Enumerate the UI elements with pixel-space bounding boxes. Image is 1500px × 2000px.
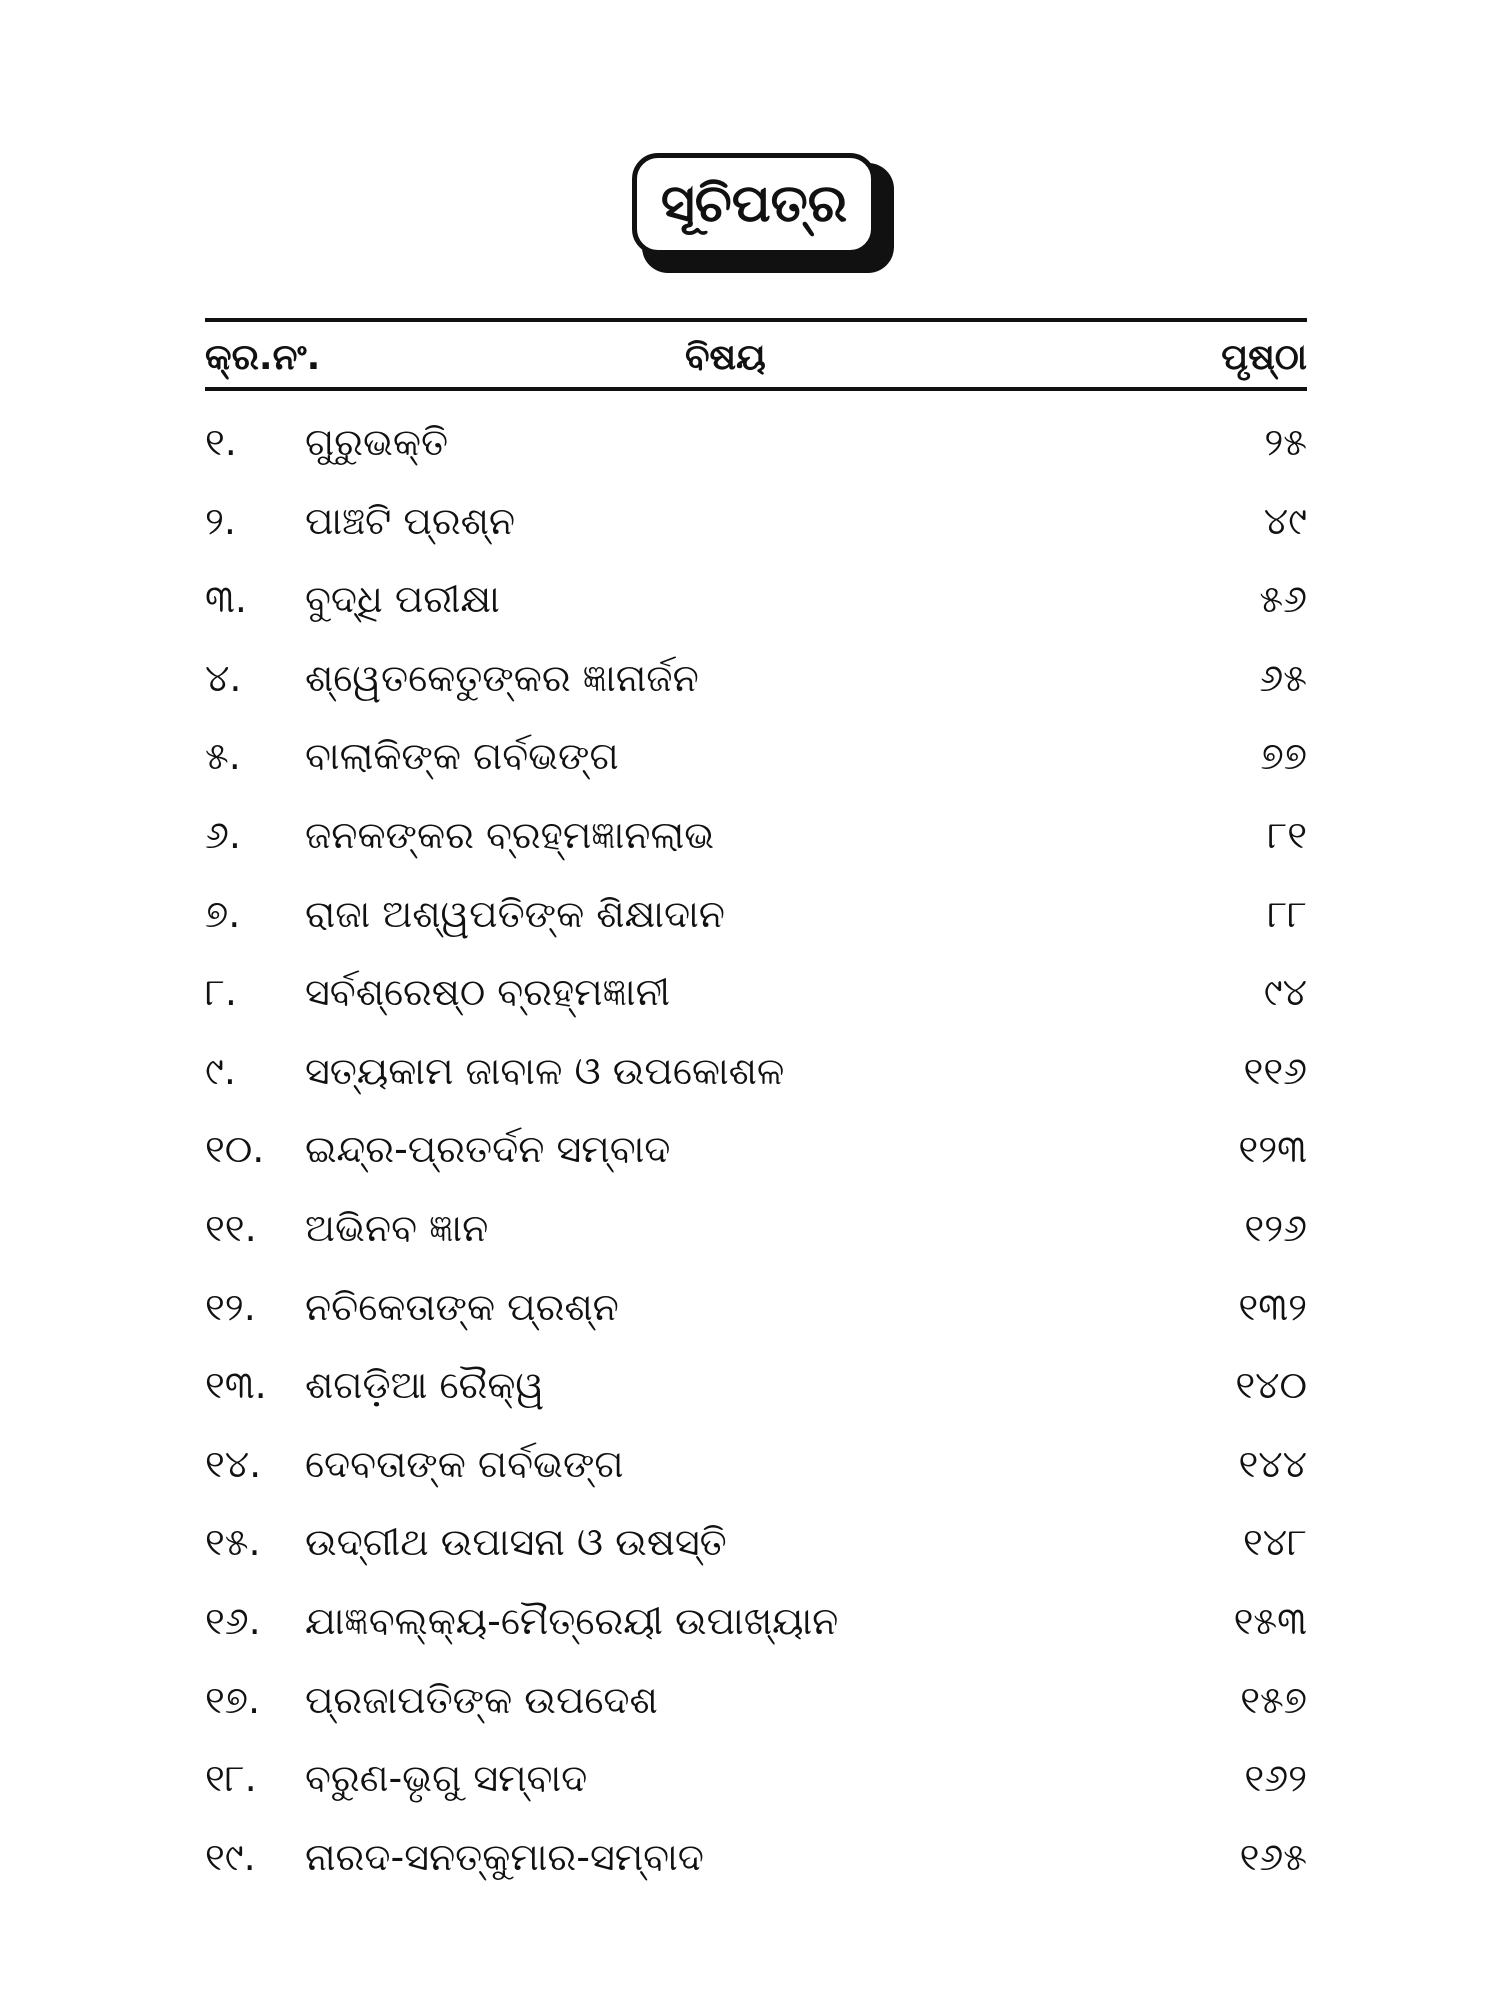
entry-number: ୧୯. bbox=[205, 1834, 256, 1879]
toc-row bbox=[205, 570, 1307, 649]
entry-number: ୧୬. bbox=[205, 1598, 261, 1643]
entry-number: ୧. bbox=[205, 420, 237, 464]
entry-title: ଗୁରୁଭକ୍ତି bbox=[305, 420, 449, 464]
toc-row bbox=[205, 1592, 1307, 1671]
header-subject: ବିଷୟ bbox=[685, 337, 766, 378]
entry-number: ୧୭. bbox=[205, 1677, 261, 1722]
table-of-contents bbox=[205, 413, 1307, 1906]
entry-title: ଇନ୍ଦ୍ର-ପ୍ରତର୍ଦନ ସମ୍ବାଦ bbox=[305, 1127, 671, 1172]
toc-row bbox=[205, 1828, 1307, 1907]
entry-number: ୮. bbox=[205, 970, 237, 1015]
entry-page: ୧୫୩ bbox=[1233, 1598, 1307, 1643]
toc-row bbox=[205, 1671, 1307, 1750]
entry-number: ୧୪. bbox=[205, 1441, 262, 1486]
entry-page: ୭୭ bbox=[1260, 734, 1307, 779]
entry-number: ୩. bbox=[205, 577, 247, 622]
table-header-rule bbox=[205, 387, 1307, 391]
entry-page: ୧୪୦ bbox=[1235, 1363, 1307, 1408]
entry-page: ୯୪ bbox=[1263, 970, 1307, 1015]
entry-page: ୧୫୭ bbox=[1240, 1677, 1307, 1722]
entry-page: ୧୨୩ bbox=[1238, 1127, 1307, 1172]
entry-number: ୧୧. bbox=[205, 1205, 257, 1250]
toc-row bbox=[205, 1120, 1307, 1199]
entry-title: ସର୍ବଶ୍ରେଷ୍ଠ ବ୍ରହ୍ମଜ୍ଞାନୀ bbox=[305, 970, 671, 1015]
entry-title: ବରୁଣ-ଭୃଗୁ ସମ୍ବାଦ bbox=[305, 1756, 588, 1801]
header-page: ପୃଷ୍ଠା bbox=[1221, 337, 1307, 378]
entry-page: ୧୬୫ bbox=[1239, 1834, 1307, 1879]
entry-page: ୧୬୨ bbox=[1244, 1756, 1307, 1801]
entry-page: ୧୧୬ bbox=[1243, 1048, 1307, 1093]
toc-row bbox=[205, 885, 1307, 964]
page-title: ସୂଚିପତ୍ର bbox=[660, 174, 848, 234]
toc-row bbox=[205, 806, 1307, 885]
table-top-rule bbox=[205, 318, 1307, 322]
entry-page: ୬୫ bbox=[1259, 655, 1307, 700]
entry-title: ନଚିକେତାଙ୍କ ପ୍ରଶ୍ନ bbox=[305, 1284, 619, 1329]
entry-number: ୧୨. bbox=[205, 1284, 256, 1329]
entry-page: ୮୮ bbox=[1267, 891, 1307, 936]
entry-title: ଦେବତାଙ୍କ ଗର୍ବଭଙ୍ଗ bbox=[305, 1441, 624, 1486]
table-header bbox=[205, 330, 1307, 386]
entry-number: ୧୩. bbox=[205, 1363, 267, 1408]
entry-title: ସତ୍ୟକାମ ଜାବାଳ ଓ ଉପକୋଶଳ bbox=[305, 1048, 785, 1093]
entry-page: ୫୬ bbox=[1259, 577, 1307, 622]
entry-page: ୧୪୪ bbox=[1238, 1441, 1307, 1486]
toc-row bbox=[205, 1042, 1307, 1121]
entry-title: ଶଗଡ଼ିଆ ରୈକ୍ୱ bbox=[305, 1363, 545, 1408]
entry-title: ନାରଦ-ସନତ୍‌କୁମାର-ସମ୍ବାଦ bbox=[305, 1834, 704, 1879]
title-badge bbox=[632, 153, 894, 273]
title-badge-frame bbox=[632, 153, 876, 255]
entry-title: ପ୍ରଜାପତିଙ୍କ ଉପଦେଶ bbox=[305, 1677, 658, 1722]
entry-title: ବାଲାକିଙ୍କ ଗର୍ବଭଙ୍ଗ bbox=[305, 734, 619, 779]
entry-title: ରାଜା ଅଶ୍ୱପତିଙ୍କ ଶିକ୍ଷାଦାନ bbox=[305, 891, 725, 936]
entry-number: ୨. bbox=[205, 498, 237, 543]
entry-number: ୧୫. bbox=[205, 1520, 261, 1565]
entry-page: ୧୩୨ bbox=[1238, 1284, 1307, 1329]
entry-title: ବୁଦ୍ଧି ପରୀକ୍ଷା bbox=[305, 577, 500, 622]
entry-page: ୮୧ bbox=[1267, 812, 1307, 857]
entry-title: ଜନକଙ୍କର ବ୍ରହ୍ମଜ୍ଞାନଲାଭ bbox=[305, 812, 715, 857]
toc-row bbox=[205, 492, 1307, 571]
entry-number: ୯. bbox=[205, 1048, 236, 1093]
entry-title: ପାଞ୍ଚଟି ପ୍ରଶ୍ନ bbox=[305, 498, 516, 543]
entry-number: ୧୮. bbox=[205, 1756, 257, 1801]
entry-page: ୧୪୮ bbox=[1243, 1520, 1307, 1565]
header-number: କ୍ର.ନଂ. bbox=[205, 337, 321, 378]
toc-row bbox=[205, 1435, 1307, 1514]
entry-title: ଉଦ୍‌ଗୀଥ ଉପାସନା ଓ ଉଷସ୍ତି bbox=[305, 1520, 727, 1565]
toc-row bbox=[205, 1749, 1307, 1828]
toc-row bbox=[205, 413, 1307, 492]
entry-number: ୧୦. bbox=[205, 1127, 265, 1172]
toc-row bbox=[205, 727, 1307, 806]
toc-row bbox=[205, 963, 1307, 1042]
entry-page: ୪୯ bbox=[1263, 498, 1307, 543]
entry-title: ଅଭିନବ ଜ୍ଞାନ bbox=[305, 1205, 489, 1250]
toc-row bbox=[205, 1199, 1307, 1278]
entry-number: ୫. bbox=[205, 734, 241, 779]
entry-number: ୭. bbox=[205, 891, 241, 936]
toc-row bbox=[205, 1513, 1307, 1592]
entry-title: ଶ୍ୱେତକେତୁଙ୍କର ଜ୍ଞାନାର୍ଜନ bbox=[305, 655, 699, 700]
entry-page: ୧୨୬ bbox=[1244, 1205, 1307, 1250]
entry-title: ଯାଜ୍ଞବଲ୍କ୍ୟ-ମୈତ୍ରେୟୀ ଉପାଖ୍ୟାନ bbox=[305, 1598, 839, 1643]
toc-row bbox=[205, 1356, 1307, 1435]
toc-row bbox=[205, 649, 1307, 728]
entry-number: ୪. bbox=[205, 655, 242, 700]
toc-row bbox=[205, 1278, 1307, 1357]
entry-page: ୨୫ bbox=[1264, 420, 1307, 464]
entry-number: ୬. bbox=[205, 812, 241, 857]
